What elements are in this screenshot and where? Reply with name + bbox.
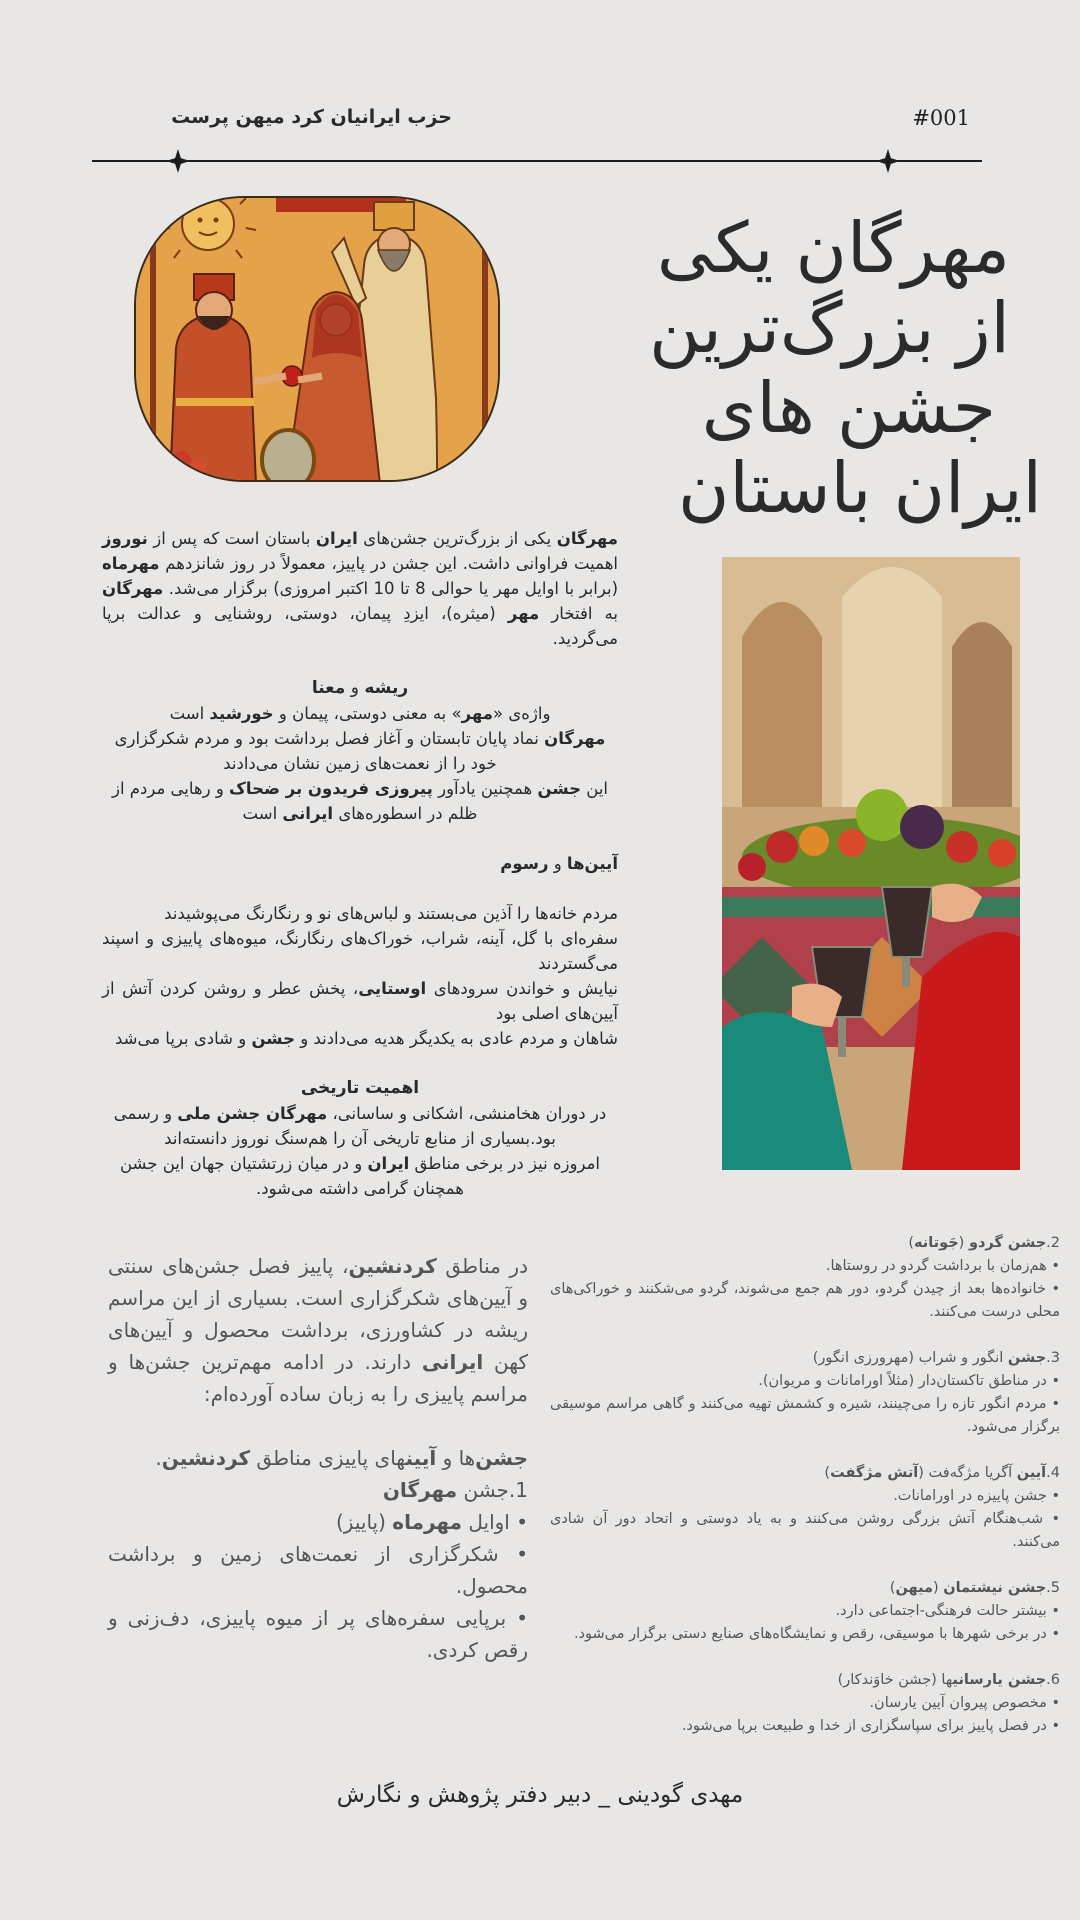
kurdish-intro bbox=[108, 1250, 528, 1666]
intro-column bbox=[102, 526, 618, 1201]
text-run: • اوایل bbox=[462, 1510, 528, 1534]
bold-term: خورشید bbox=[209, 704, 274, 723]
bold-term: مهرگان bbox=[102, 579, 164, 598]
bold-term: جشن bbox=[251, 1029, 295, 1048]
rituals-line: سفره‌ای با گل، آینه، شراب، خوراک‌های رنگارنگ، میوه‌های پاییزی و اسپند می‌گستردند bbox=[102, 929, 618, 973]
festival-item bbox=[108, 1474, 528, 1506]
festival-title bbox=[550, 1462, 1060, 1485]
festival-group bbox=[550, 1462, 1060, 1554]
bold-term: جشن bbox=[537, 779, 582, 798]
text-run: 2. bbox=[1046, 1235, 1060, 1251]
text-run: ) bbox=[908, 1235, 914, 1251]
history-line bbox=[102, 1101, 618, 1151]
festival-group bbox=[550, 1232, 1060, 1324]
star-ornament-icon bbox=[166, 149, 190, 173]
mehregan-illustration bbox=[134, 196, 500, 482]
festival-list bbox=[550, 1232, 1060, 1761]
text-run: ، پخش عطر و روشن کردن آتش از آیین‌های اصلی بود bbox=[102, 979, 618, 1023]
festival-bullet: • مخصوص پیروان آیین یارسان. bbox=[869, 1695, 1060, 1711]
text-run: 6. bbox=[1046, 1672, 1060, 1688]
party-name: حزب ایرانیان کرد میهن پرست bbox=[171, 106, 452, 128]
bold-term: پیروزی فریدون بر ضحاک bbox=[229, 779, 433, 798]
festival-bullet: • هم‌زمان با برداشت گردو در روستاها. bbox=[825, 1258, 1060, 1274]
rituals-line bbox=[102, 976, 618, 1026]
text-run: نماد پایان تابستان و آغاز فصل برداشت بود و مردم شکرگزاری خود را از نعمت‌های زمین نشان می‌دادند bbox=[114, 729, 545, 773]
bold-term: مهرگان bbox=[382, 1478, 458, 1502]
bold-term: ایرانی bbox=[282, 804, 334, 823]
title-line: ایران باستان bbox=[678, 447, 1042, 529]
star-ornament-icon bbox=[876, 149, 900, 173]
roots-line bbox=[102, 776, 618, 826]
text-run: و bbox=[548, 854, 567, 873]
bold-term: اوستایی bbox=[358, 979, 427, 998]
text-run: ها (جشن خاوَندکار) bbox=[837, 1672, 953, 1688]
bold-term: جشن‌ bbox=[475, 1446, 528, 1470]
bold-term: مهر bbox=[461, 704, 493, 723]
text-run: و شادی برپا می‌شد bbox=[114, 1029, 252, 1048]
bold-term: نوروز bbox=[102, 529, 148, 548]
festival-group bbox=[550, 1347, 1060, 1439]
bold-term: ایران bbox=[315, 529, 358, 548]
text-run: نیایش و خواندن سرودهای bbox=[426, 979, 619, 998]
header-divider bbox=[92, 160, 982, 162]
rituals-section bbox=[102, 851, 618, 1051]
text-run: دارند. در ادامه مهم‌ترین جشن‌ها و مراسم پاییزی را به زبان ساده آورده‌ام: bbox=[108, 1350, 528, 1406]
rituals-line: مردم خانه‌ها را آذین می‌بستند و لباس‌های نو و رنگارنگ می‌پوشیدند bbox=[164, 904, 618, 923]
festivals-heading bbox=[108, 1442, 528, 1474]
festival-bullet: • در فصل پاییز برای سپاسگزاری از خدا و طبیعت برپا می‌شود. bbox=[681, 1718, 1060, 1734]
bold-term: مهر bbox=[507, 604, 540, 623]
festival-bullet bbox=[108, 1506, 528, 1538]
text-run: انگور و شراب (مهرورزی انگور) bbox=[812, 1350, 1008, 1366]
text-run: ( bbox=[958, 1235, 969, 1251]
bold-term: جشن نیشتمان bbox=[943, 1580, 1047, 1596]
bold-term: جشن یارسانی bbox=[952, 1672, 1047, 1688]
text-run: و در میان زرتشتیان جهان این جشن همچنان گرامی داشته می‌شود. bbox=[119, 1154, 464, 1198]
bold-term: کردنشین bbox=[348, 1254, 437, 1278]
text-run: آگریا مژگه‌فت ( bbox=[918, 1465, 1017, 1481]
author-credit: مهدی گودینی _ دبیر دفتر پژوهش و نگارش bbox=[336, 1782, 744, 1808]
text-run: شاهان و مردم عادی به یکدیگر هدیه می‌دادند و bbox=[294, 1029, 618, 1048]
text-run: 5. bbox=[1046, 1580, 1060, 1596]
text-run: . bbox=[155, 1446, 162, 1470]
section-heading bbox=[102, 851, 618, 876]
festival-group bbox=[550, 1669, 1060, 1738]
history-section bbox=[102, 1076, 618, 1201]
text-run: ریشه bbox=[364, 678, 409, 698]
roots-line bbox=[102, 701, 618, 726]
text-run: معنا bbox=[311, 678, 346, 698]
text-run: اهمیت فراوانی داشت. این جشن در پاییز، معمولاً در روز شانزدهم bbox=[159, 554, 618, 573]
bold-term: جَوتانه bbox=[913, 1235, 959, 1251]
text-run: ها و bbox=[436, 1446, 476, 1470]
festival-title bbox=[550, 1669, 1060, 1692]
bold-term: آیین bbox=[1016, 1465, 1047, 1481]
bold-term: مهرگان bbox=[556, 529, 618, 548]
celebration-photo bbox=[722, 557, 1020, 1170]
bold-term: مهرماه bbox=[392, 1510, 462, 1534]
text-run: ) bbox=[824, 1465, 831, 1481]
intro-paragraph bbox=[102, 526, 618, 651]
title-line: جشن های bbox=[701, 367, 996, 449]
festival-bullet: • خانواده‌ها بعد از چیدن گردو، دور هم جمع می‌شوند، گردو می‌شکنند و خوراکی‌های محلی درست می‌کنند. bbox=[550, 1281, 1060, 1320]
text-run: باستان است که پس از bbox=[147, 529, 316, 548]
text-run: و رسمی بود.بسیاری از منابع تاریخی آن را هم‌سنگ نوروز دانسته‌اند bbox=[113, 1104, 556, 1148]
bold-term: مهرگان جشن ملی bbox=[177, 1104, 328, 1123]
festival-bullet: • مردم انگور تازه را می‌چینند، شیره و کشمش تهیه می‌کنند و گاهی مراسم موسیقی برگزار می‌شود. bbox=[550, 1396, 1060, 1435]
festival-bullet: • جشن پاییزه در اورامانات. bbox=[893, 1488, 1060, 1504]
bold-term: کردنشین bbox=[161, 1446, 251, 1470]
section-heading bbox=[102, 676, 618, 701]
festival-title bbox=[550, 1232, 1060, 1255]
issue-number: #001 bbox=[912, 106, 970, 130]
text-run: آیین‌ها bbox=[566, 854, 618, 873]
roots-line bbox=[102, 726, 618, 776]
festival-title bbox=[550, 1577, 1060, 1600]
roots-section bbox=[102, 676, 618, 826]
text-run: 3. bbox=[1046, 1350, 1060, 1366]
bold-term: میهن bbox=[895, 1580, 933, 1596]
text-run: و bbox=[345, 678, 365, 698]
text-run: های پاییزی مناطق bbox=[250, 1446, 406, 1470]
rituals-line bbox=[102, 1026, 618, 1051]
text-run: این bbox=[581, 779, 609, 798]
text-run: در دوران هخامنشی، اشکانی و ساسانی، bbox=[327, 1104, 607, 1123]
section-heading: اهمیت تاریخی bbox=[300, 1078, 420, 1098]
bold-term: جشن گردو bbox=[968, 1235, 1047, 1251]
text-run: ) bbox=[889, 1580, 896, 1596]
text-run: واژه‌ی « bbox=[493, 704, 551, 723]
text-run: ، پاییز فصل جشن‌های سنتی و آیین‌های شکرگزاری است. بسیاری از این مراسم ریشه در کشاورزی، برداشت محصول و آیین‌های کهن bbox=[108, 1254, 528, 1374]
festival-title bbox=[550, 1347, 1060, 1370]
text-run: است bbox=[169, 704, 210, 723]
bold-term: آتش مژگفت bbox=[830, 1465, 919, 1481]
festival-bullet: • برپایی سفره‌های پر از میوه پاییزی، دف‌زنی و رقص کردی. bbox=[108, 1606, 528, 1662]
festival-bullet: • در مناطق تاکستان‌دار (مثلاً اورامانات و مریوان). bbox=[758, 1373, 1060, 1389]
text-run: » به معنی دوستی، پیمان و bbox=[273, 704, 462, 723]
text-run: است bbox=[242, 804, 283, 823]
bold-term: مهرگان bbox=[544, 729, 606, 748]
festival-bullet: • بیشتر حالت فرهنگی-اجتماعی دارد. bbox=[835, 1603, 1060, 1619]
text-run: به افتخار bbox=[539, 604, 618, 623]
text-run: (برابر با اوایل مهر یا حوالی 8 تا 10 اکتبر امروزی) برگزار می‌شد. bbox=[163, 579, 619, 598]
bold-term: ایرانی bbox=[421, 1350, 484, 1374]
text-run: 1.جشن bbox=[457, 1478, 528, 1502]
bold-term: آیین bbox=[405, 1446, 437, 1470]
text-run: رسوم bbox=[500, 854, 549, 873]
bold-term: جشن bbox=[1007, 1350, 1047, 1366]
bold-term: مهرماه bbox=[102, 554, 160, 573]
text-run: و رهایی مردم از ظلم در اسطوره‌های bbox=[111, 779, 478, 823]
festival-bullet: • در برخی شهرها با موسیقی، رقص و نمایشگاه‌های صنایع دستی برگزار می‌شود. bbox=[573, 1626, 1060, 1642]
festival-bullet: • شکرگزاری از نعمت‌های زمین و برداشت محصول. bbox=[108, 1542, 528, 1598]
text-run: در مناطق bbox=[436, 1254, 528, 1278]
festival-bullet: • شب‌هنگام آتش بزرگی روشن می‌کنند و به یاد دوستی و اتحاد دور آن شادی می‌کنند. bbox=[550, 1511, 1060, 1550]
kurdish-paragraph bbox=[108, 1250, 528, 1410]
title-line: مهرگان یکی bbox=[656, 207, 1010, 289]
text-run: ( bbox=[932, 1580, 944, 1596]
text-run: (پاییز) bbox=[336, 1510, 393, 1534]
text-run: امروزه نیز در برخی مناطق bbox=[409, 1154, 601, 1173]
text-run: (میثره)، ایزدِ پیمان، دوستی، روشنایی و عدالت برپا می‌گردید. bbox=[102, 604, 618, 648]
history-line bbox=[102, 1151, 618, 1201]
text-run: یکی از بزرگ‌ترین جشن‌های bbox=[357, 529, 557, 548]
festival-group bbox=[550, 1577, 1060, 1646]
main-title bbox=[550, 207, 1042, 529]
text-run: 4. bbox=[1046, 1465, 1060, 1481]
bold-term: ایران bbox=[367, 1154, 410, 1173]
text-run: همچنین یادآور bbox=[432, 779, 538, 798]
title-line: از بزرگ‌ترین bbox=[649, 287, 1010, 369]
